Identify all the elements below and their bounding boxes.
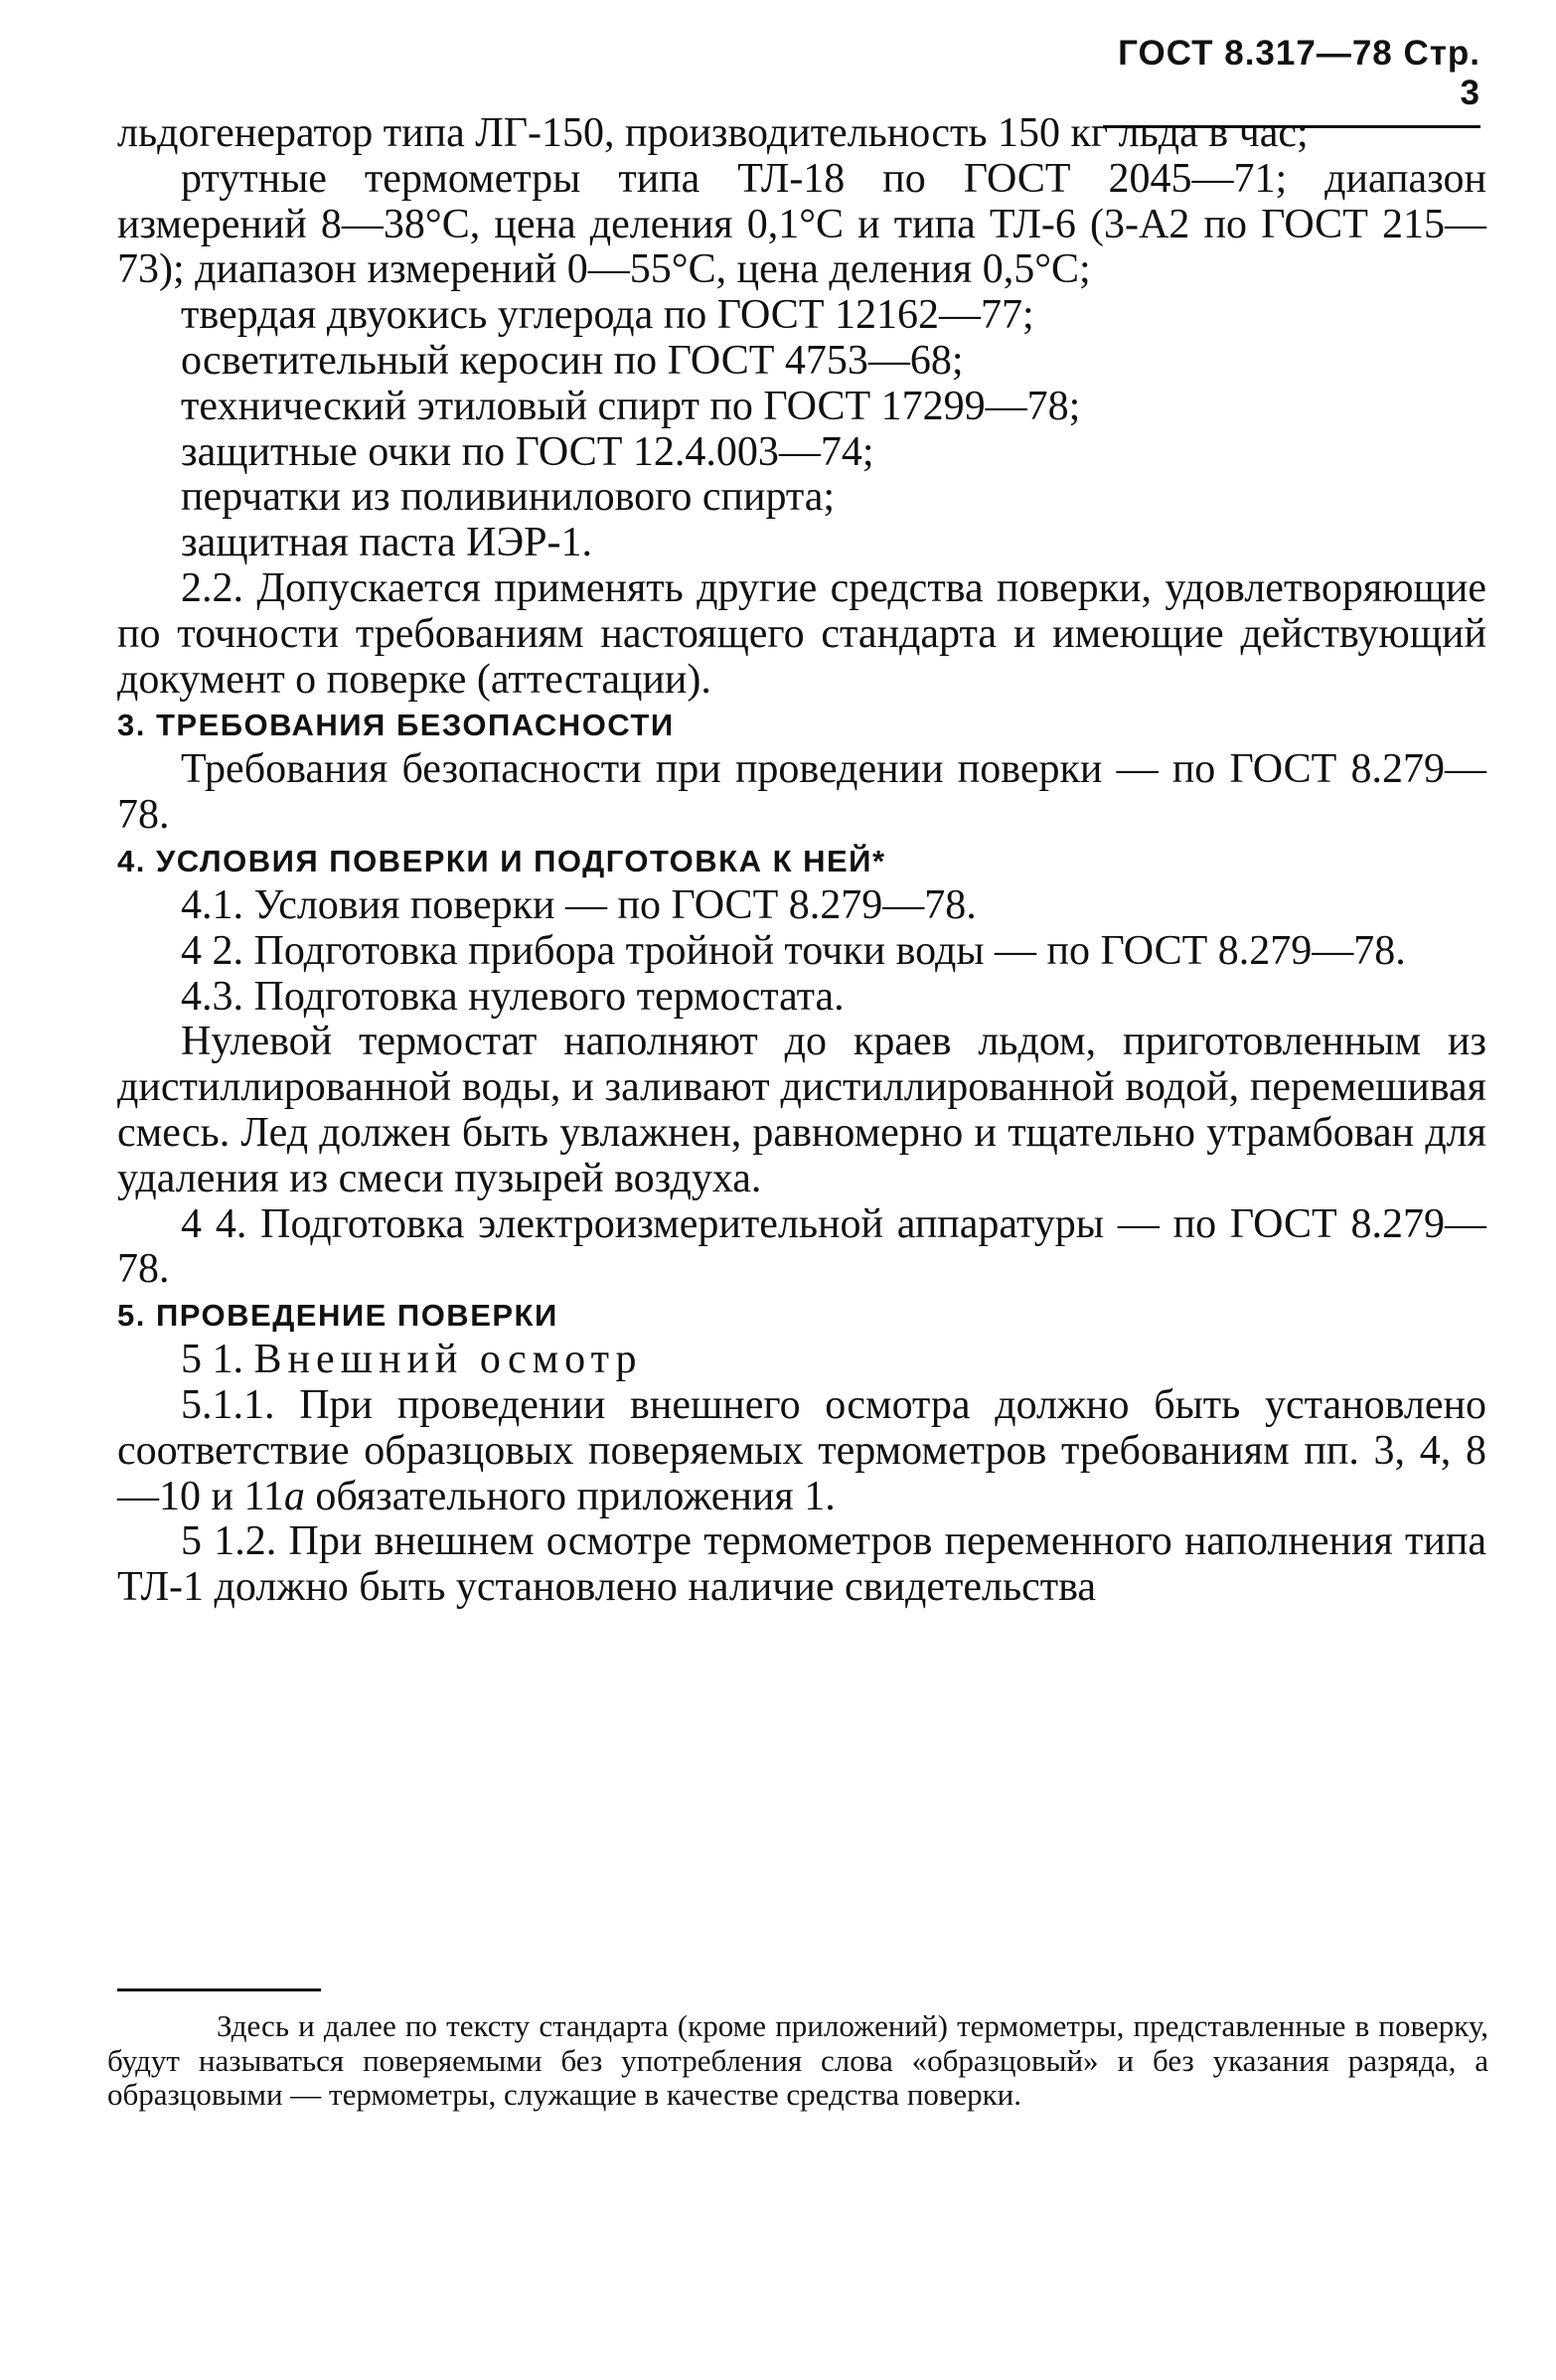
subsection-5-1 [117, 1338, 1486, 1383]
list-item: твердая двуокись углерода по ГОСТ 12162—77; [181, 292, 1034, 339]
section-heading-5: 5. ПРОВЕДЕНИЕ ПОВЕРКИ [117, 1298, 558, 1334]
paragraph-4-1: 4.1. Условия поверки — по ГОСТ 8.279—78. [181, 881, 977, 928]
footnote-divider [117, 1988, 321, 1991]
paragraph-5-1-1-end: обязательного приложения 1. [304, 1473, 836, 1519]
list-item: защитные очки по ГОСТ 12.4.003—74; [181, 428, 874, 475]
footnote [107, 2009, 1488, 2113]
paragraph-4-3-text: Нулевой термостат наполняют до краев льдом, приготовленным из дистиллированной воды, и заливают дистиллированной водой, перемешивая смесь. Лед должен быть увлажнен, равномерно и тщательно утрамбован для удаления из смеси пузырей воздуха. [117, 1019, 1486, 1201]
main-text [117, 111, 1486, 1611]
list-item: защитная паста ИЭР-1. [181, 520, 593, 566]
list-item: осветительный керосин по ГОСТ 4753—68; [181, 337, 964, 384]
paragraph-ice-generator: льдогенератор типа ЛГ-150, производительность 150 кг льда в час; [117, 110, 1309, 156]
footnote-text: Здесь и далее по тексту стандарта (кроме приложений) термометры, представленные в поверку, будут называться поверяемыми без употребления слова «образцовый» и без указания разряда, а образцовыми — термометры, служащие в качестве средства поверки. [107, 2008, 1488, 2112]
section-heading-4: 4. УСЛОВИЯ ПОВЕРКИ И ПОДГОТОВКА К НЕЙ* [117, 843, 886, 878]
paragraph-5-1-1-text: 5.1.1. При проведении внешнего осмотра должно быть установлено соответствие образцовых поверяемых термометров требованиям пп. 3, 4, 8—10 и 11 [117, 1381, 1486, 1519]
paragraph-4-3: 4.3. Подготовка нулевого термостата. [181, 973, 845, 1020]
list-item: технический этиловый спирт по ГОСТ 17299—78; [181, 383, 1081, 429]
paragraph-5-1-2: 5 1.2. При внешнем осмотре термометров переменного наполнения типа ТЛ-1 должно быть установлено наличие свидетельства [117, 1518, 1486, 1611]
paragraph-thermometers: ртутные термометры типа ТЛ-18 по ГОСТ 2045—71; диапазон измерений 8—38°С, цена деления 0,1°С и типа ТЛ-6 (3-А2 по ГОСТ 215—73); диапазон измерений 0—55°С, цена деления 0,5°С; [117, 155, 1486, 293]
paragraph-5-1-1 [117, 1383, 1486, 1519]
running-header: ГОСТ 8.317—78 Стр. 3 [1103, 34, 1480, 128]
paragraph-2-2: 2.2. Допускается применять другие средства поверки, удовлетворяющие по точности требованиям настоящего стандарта и имеющие действующий документ о поверке (аттестации). [117, 564, 1486, 703]
section-heading-3: 3. ТРЕБОВАНИЯ БЕЗОПАСНОСТИ [117, 708, 675, 743]
paragraph-3: Требования безопасности при проведении поверки — по ГОСТ 8.279—78. [117, 746, 1486, 839]
paragraph-4-4: 4 4. Подготовка электроизмерительной аппаратуры — по ГОСТ 8.279—78. [117, 1200, 1486, 1293]
paragraph-4-2: 4 2. Подготовка прибора тройной точки воды — по ГОСТ 8.279—78. [181, 927, 1406, 974]
paragraph-5-1-1-letter: а [283, 1473, 305, 1519]
subsection-number: 5 1. [181, 1337, 243, 1383]
subsection-title: Внешний осмотр [253, 1337, 643, 1383]
list-item: перчатки из поливинилового спирта; [181, 474, 836, 521]
